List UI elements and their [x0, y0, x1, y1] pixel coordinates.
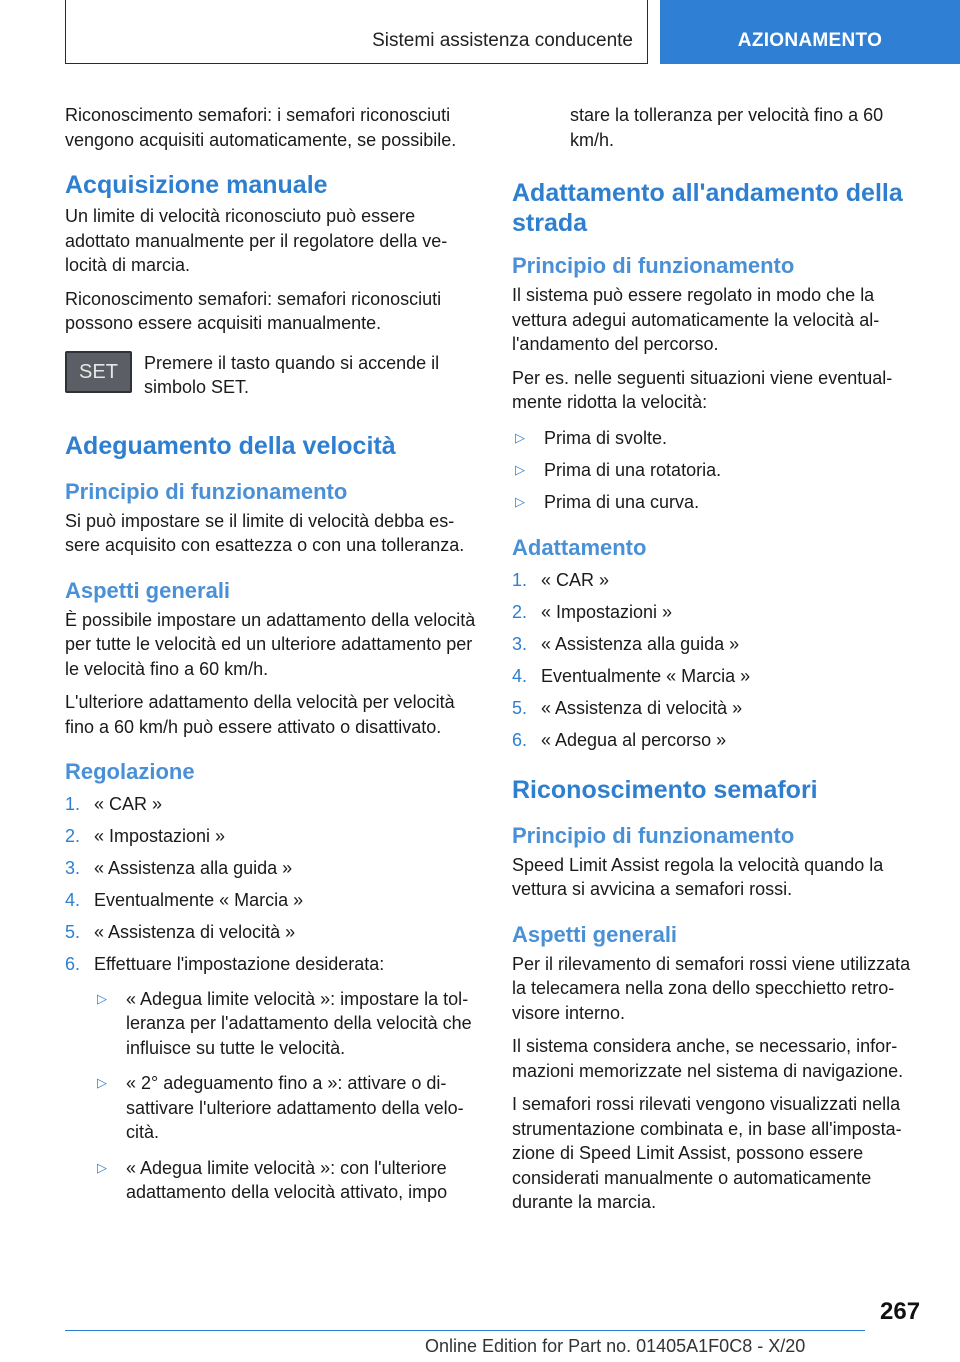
chapter-tab: [660, 0, 960, 64]
page-number: 267: [880, 1298, 921, 1325]
paragraph: Il sistema può essere regolato in modo che la vettura adegui automaticamente la velocità all'andamento del percorso.: [512, 285, 880, 354]
step-number: 6.: [65, 954, 81, 974]
step-text: Eventualmente « Marcia »: [541, 666, 751, 686]
list-item: [512, 696, 926, 721]
footer-divider: [65, 1330, 865, 1331]
paragraph: Per es. nelle seguenti situazioni viene eventualmente ridotta la velocità:: [512, 367, 893, 412]
paragraph: stare la tolleranza per velocità fino a 60 km/h.: [570, 105, 884, 150]
step-text: « Adegua al percorso »: [541, 730, 727, 750]
list-item: [512, 632, 926, 657]
sub-list-item: [94, 1071, 479, 1145]
triangle-bullet-icon: ▷: [97, 1075, 107, 1090]
paragraph: L'ulteriore adattamento della velocità per velocità fino a 60 km/h può essere attivato o disattivato.: [65, 692, 455, 737]
paragraph: Speed Limit Assist regola la velocità quando la vettura si avvicina a semafori rossi.: [512, 854, 884, 899]
sub-step-text: « 2° adeguamento fino a »: attivare o disattivare l'ulteriore adattamento della velocità.: [126, 1073, 464, 1142]
bullet-text: Prima di una curva.: [544, 491, 700, 512]
paragraph: Riconoscimento semafori: semafori riconosciuti possono essere acquisiti manualmente.: [65, 288, 442, 333]
step-text: « Impostazioni »: [541, 602, 673, 622]
paragraph: I semafori rossi rilevati vengono visualizzati nella strumentazione combinata e, in base all'impostazione di Speed Limit Assist, possono essere considerati manualmente o automaticamente durante la marcia.: [512, 1094, 902, 1212]
bullet-text: Prima di svolte.: [544, 427, 668, 448]
paragraph: Il sistema considera anche, se necessario, informazioni memorizzate nel sistema di navigazione.: [512, 1036, 904, 1081]
paragraph: Per il rilevamento di semafori rossi viene utilizzata la telecamera nella zona dello specchietto retrovisore interno.: [512, 953, 911, 1023]
running-header: [65, 0, 648, 64]
paragraph: Premere il tasto quando si accende il simbolo SET.: [144, 352, 440, 397]
step-number: 1.: [65, 794, 81, 814]
list-item: [65, 952, 479, 977]
step-number: 1.: [512, 570, 528, 590]
bullet-text: Prima di una rotatoria.: [544, 459, 722, 480]
step-text: Effettuare l'impostazione desiderata:: [94, 954, 385, 974]
step-number: 4.: [512, 666, 528, 686]
set-button-icon: SET: [65, 351, 132, 393]
paragraph: Si può impostare se il limite di velocità debba essere acquisito con esattezza o con una tolleranza.: [65, 510, 465, 555]
list-item: [512, 490, 926, 515]
list-item: [512, 600, 926, 625]
sub-list-item: [94, 1156, 479, 1205]
list-item: [65, 792, 479, 817]
triangle-bullet-icon: ▷: [515, 493, 525, 509]
triangle-bullet-icon: ▷: [97, 990, 107, 1006]
paragraph: È possibile impostare un adattamento della velocità per tutte le velocità ed un ulteriore adattamento per le velocità fino a 60 km/h.: [65, 609, 476, 679]
list-item: [65, 856, 479, 881]
list-item: [65, 920, 479, 945]
list-item: [65, 888, 479, 913]
list-item: [512, 458, 926, 483]
footer-edition: Online Edition for Part no. 01405A1F0C8 - X/20: [425, 1336, 806, 1356]
subheading: Principio di funzionamento: [65, 478, 348, 504]
chapter-tab-label: AZIONAMENTO: [737, 30, 883, 51]
step-text: « Assistenza di velocità »: [541, 698, 743, 718]
heading: Acquisizione manuale: [65, 171, 328, 199]
sub-step-text: « Adegua limite velocità »: con l'ulteriore adattamento della velocità attivato, impo: [126, 1157, 448, 1202]
step-text: « Impostazioni »: [94, 826, 226, 846]
step-text: « Assistenza alla guida »: [94, 858, 293, 878]
step-number: 2.: [512, 602, 528, 622]
heading: Riconoscimento semafori: [512, 775, 818, 804]
subheading: Principio di funzionamento: [512, 822, 795, 848]
set-instruction: [65, 351, 479, 400]
step-text: Eventualmente « Marcia »: [94, 890, 304, 910]
subheading: Aspetti generali: [512, 921, 678, 947]
step-number: 4.: [65, 890, 81, 910]
sub-list-item: [94, 987, 479, 1061]
right-column: [512, 103, 926, 1224]
list-item: [65, 824, 479, 849]
step-text: « Assistenza di velocità »: [94, 922, 296, 942]
heading: Adattamento all'andamento della strada: [512, 179, 903, 237]
triangle-bullet-icon: ▷: [515, 429, 525, 445]
step-number: 2.: [65, 826, 81, 846]
sub-step-text: « Adegua limite velocità »: impostare la tolleranza per l'adattamento della velocità che influisce su tutte le velocità.: [126, 988, 472, 1058]
list-item: [512, 728, 926, 753]
list-item: [512, 426, 926, 451]
list-item: [512, 664, 926, 689]
heading: Adeguamento della velocità: [65, 431, 396, 460]
step-number: 5.: [512, 698, 528, 718]
left-column: [65, 103, 479, 1216]
step-number: 6.: [512, 730, 528, 750]
step-number: 5.: [65, 922, 81, 942]
subheading: Principio di funzionamento: [512, 253, 795, 278]
step-text: « CAR »: [94, 794, 163, 814]
step-text: « CAR »: [541, 570, 610, 590]
triangle-bullet-icon: ▷: [97, 1159, 107, 1175]
step-number: 3.: [512, 634, 528, 654]
list-item: [512, 568, 926, 593]
subheading: Aspetti generali: [65, 577, 231, 603]
subheading: Regolazione: [65, 759, 195, 784]
triangle-bullet-icon: ▷: [515, 461, 525, 477]
subheading: Adattamento: [512, 535, 647, 560]
step-text: « Assistenza alla guida »: [541, 634, 740, 654]
step-number: 3.: [65, 858, 81, 878]
section-title: Sistemi assistenza conducente: [372, 30, 633, 51]
paragraph: Un limite di velocità riconosciuto può essere adottato manualmente per il regolatore della velocità di marcia.: [65, 206, 448, 275]
paragraph: Riconoscimento semafori: i semafori riconosciuti vengono acquisiti automaticamente, se possibile.: [65, 105, 457, 150]
